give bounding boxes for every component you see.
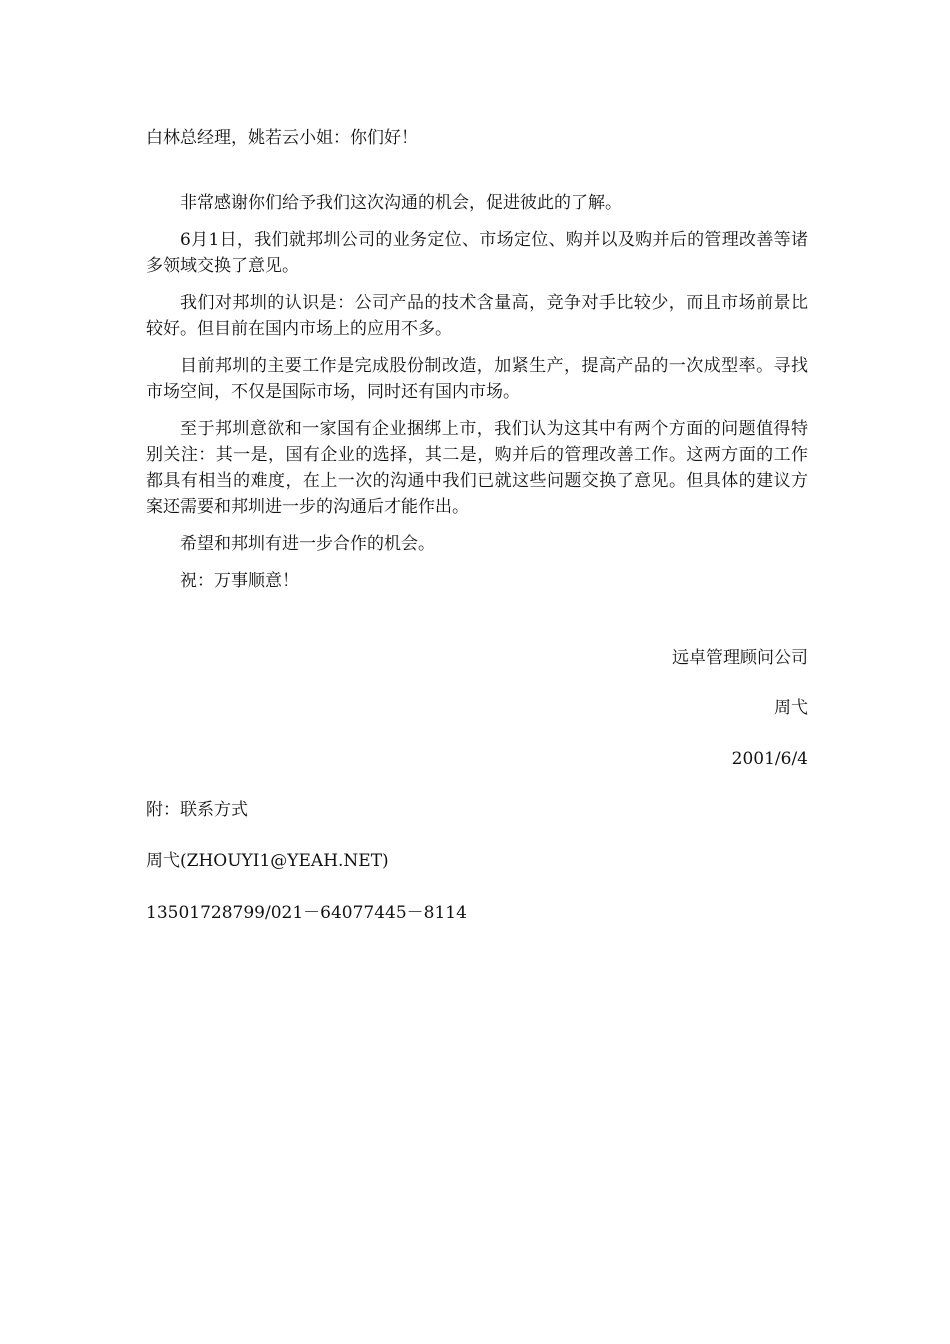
contact-phone: 13501728799/021－64077445－8114 <box>146 903 467 923</box>
paragraph-meeting: 6月1日，我们就邦圳公司的业务定位、市场定位、购并以及购并后的管理改善等诸多领域交换了意见。 <box>146 230 808 276</box>
contact-email: 周弋(ZHOUYI1@YEAH.NET) <box>146 851 389 871</box>
company-name: 远卓管理顾问公司 <box>672 648 808 668</box>
signer-name: 周弋 <box>774 698 808 718</box>
paragraph-cooperation: 希望和邦圳有进一步合作的机会。 <box>180 534 435 554</box>
paragraph-thanks: 非常感谢你们给予我们这次沟通的机会，促进彼此的了解。 <box>180 193 622 213</box>
greeting-line: 白林总经理，姚若云小姐：你们好！ <box>146 128 418 148</box>
paragraph-wishes: 祝：万事顺意！ <box>180 571 299 591</box>
letter-date: 2001/6/4 <box>731 749 808 769</box>
letter-page <box>146 0 808 1344</box>
paragraph-understanding: 我们对邦圳的认识是：公司产品的技术含量高，竞争对手比较少，而且市场前景比较好。但目前在国内市场上的应用不多。 <box>146 293 808 339</box>
paragraph-listing-issues: 至于邦圳意欲和一家国有企业捆绑上市，我们认为这其中有两个方面的问题值得特别关注：其一是，国有企业的选择，其二是，购并后的管理改善工作。这两方面的工作都具有相当的难度，在上一次的沟通中我们已就这些问题交换了意见。但具体的建议方案还需要和邦圳进一步的沟通后才能作出。 <box>146 419 808 517</box>
contact-heading: 附：联系方式 <box>146 800 248 820</box>
letter-body <box>146 190 808 605</box>
paragraph-current-work: 目前邦圳的主要工作是完成股份制改造，加紧生产，提高产品的一次成型率。寻找市场空间，不仅是国际市场，同时还有国内市场。 <box>146 356 808 402</box>
